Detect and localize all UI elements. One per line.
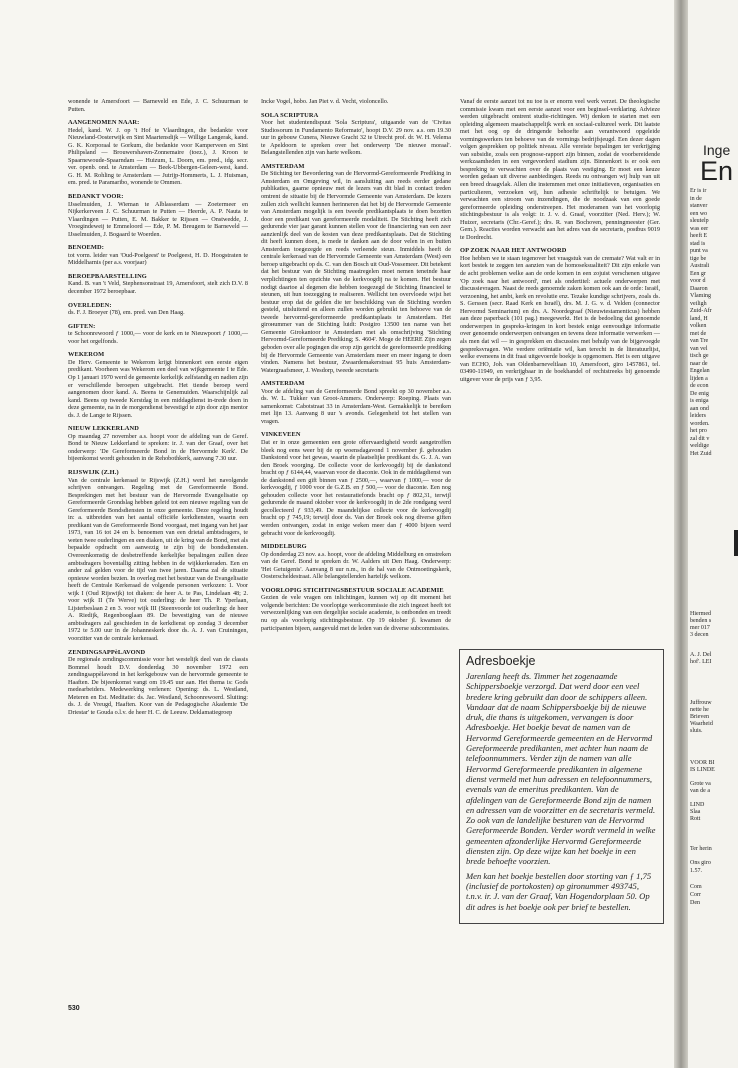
- next-page-line: van Tre: [690, 338, 709, 344]
- section-body: Op donderdag 23 nov. a.s. hoopt, voor de afdeling Middelburg en omstreken van de Geref. Bond te spreken dr. W. Aalders uit Den Haag. Onderwerp: 'Het Getuigenis'. Aanvang 8 uur n.m., in de hal van de Ontmoetingskerk, Oosterscheldestraat. Alle belangstellenden hartelijk welkom.: [261, 550, 451, 581]
- next-page-line: A. J. Del: [690, 652, 712, 658]
- section-body: IJsselmuiden, J. Wieman te Alblasserdam — Zoetermeer en Nijkerkerveen J. C. Schuurman te Putten — Heerde, A. P. Nauta te Vlaardingen — Putten, E. M. Bakker te Rijssen — Onstwedde, J. Vroegindeweij te Emmeloord — Ede, P. M. Breugem te Barneveld — IJsselmuiden, J. Bogaard te Woerden.: [68, 200, 248, 238]
- next-page-line: IS LINDE: [690, 767, 715, 773]
- next-page-line: tisch ge: [690, 353, 709, 359]
- next-page-line: Ons giro: [690, 860, 711, 866]
- section-heading: RIJSWIJK (Z.H.): [68, 468, 119, 476]
- next-page-line: zal dit v: [690, 435, 710, 442]
- section-body: Gezien de vele vragen om inlichtingen, kunnen wij op dit moment het volgende berichten: De voorlopige werkcommissie die zich ingezet heeft tot verwezenlijking van een dergelijke sociale academie, is ontbonden en treedt nu op als voorlopig stichtingsbestuur. Op 19 oktober jl. kwamen de participanten bijeen, aangevuld met de leden van de diverse subcommissies.: [261, 594, 451, 632]
- next-page-line: Rott: [690, 816, 701, 822]
- section-heading: BEROEPBAARSTELLING: [68, 272, 147, 280]
- next-page-line: Vlaming: [690, 293, 711, 299]
- next-page-line: met de: [690, 330, 707, 337]
- section-heading: OVERLEDEN:: [68, 301, 112, 309]
- next-page-line: Com: [690, 884, 702, 890]
- next-page-line: tige be: [690, 255, 707, 262]
- section-body: ds. F. J. Broeyer (78), em. pred. van Den Haag.: [68, 309, 185, 317]
- column-middle: [261, 98, 451, 1028]
- column-left: [68, 98, 248, 1018]
- next-page-line: Engelan: [690, 368, 710, 374]
- next-page-line: voor d: [690, 278, 706, 284]
- col1-intro: wonende te Amersfoort — Barneveld en Ede, J. C. Schuurman te Putten.: [68, 98, 248, 113]
- next-page-line: Brieven: [690, 714, 709, 720]
- next-page-line: aan ond: [690, 405, 709, 412]
- next-page-line: Den: [690, 900, 700, 906]
- next-page-line: veiligh: [690, 300, 707, 307]
- col3-intro: Vanaf de eerste aanzet tot nu toe is er enorm veel werk verzet. De theologische commissie kwam met een eerste aanzet voor een beginsel-verklaring. Advieze werden uitgebracht omtrent studie-richtingen. Wij denken te starten met een opleiding algemeen maatschappelijk werk en sociaal-cultureel werk. Dit laatste met het oog op de dringende behoefte aan verantwoord opgeleide vormingswerkers ten behoeve van de vormings bedrijfsjeugd. Een dezer dagen volgen gesprekken op politiek niveau. Alle vereiste bepalingen ter verkrijging van subsidie, zoals een prognose-rapport zijn binnen, zodat de voorbereidende werkzaamheden in een vergevorderd stadium zijn. Binnenkort is er ook een bespreking te verwachten over de plaats van vestiging. Er moet een keuze worden gedaan uit diverse aanbiedingen. Reeds nu ontvangen wij hulp van uit een breed draagvlak. Allen die instemmen met onze initiatieven, organisaties en particulieren, verzoeken wij, hun adhesie schriftelijk te betuigen. We verwachten een stroom van inzendingen, die de noodzaak van een goede gereformeerde opleiding onderstreepen. Het moderamen van het voorlopig stichtingsbestuur is als volgt: ir. J. v. d. Graaf, voorzitter (Ned. Herv.); W. Huizer, secretaris (Chr.-Geref.); drs. R. van Bochoven, penningmeester (Ger. Gem.). Reacties worden verwacht aan het adres van de secretaris, postbus 9019 te Dordrecht.: [460, 98, 660, 241]
- next-page-line: Slaa: [690, 809, 701, 815]
- section-heading: AANGENOMEN NAAR:: [68, 119, 140, 127]
- next-page-bar: [734, 530, 738, 556]
- next-page-line: nette he: [690, 707, 709, 713]
- section-body: Hoe hebben we te staan tegenover het vraagstuk van de cremate? Wat valt er in kort bestek te zeggen ten aanzien van de homoseksualiteit? Dit zijn enkele van de acht problemen welke aan de orde komen in een zojuist verschenen uitgave 'Op zoek naar het antwoord', met als ondertitel: actuele onderwerpen met discussievragen. Naast de reeds genoemde zaken komen ook aan de orde: Israël, verzoening, het ambt, kerk en revolutie enz. Tezake kundige schrijvers, zoals ds. S. Gerssen (secr. Raad Kerk en Israël), drs. M. J. G. v. d. Velden (connector Hervormd Seminarium) en drs. A. Noordegraaf (Nieuwtestamenticus) hebben aan deze paperback (101 pag.) meegewerkt. Het is de bedoeling dat genoemde onderwerpen in gespreks-kringen in kort bestek enige eenvoudige informatie over genoemde onderwerpen ontvangen en tevens deze informatie verwerken — als men dat wil — in gesprekken en discussies met behulp van de bijgevoegde gespreksvragen. Wie verdere oriëntatie wil, kan terecht in de literatuurlijst, welke eveneens in dit fraai uitgevoerde boekje is opgenomen. Het is een uitgave van ECHO, Joh. van Oldenbarneveltlaan 10, Amersfoort, giro 1457861, tel. 03490-11949, en verkrijgbaar in de boekhandel of rechtstreeks bij genoemde uitgever voor de prijs van ƒ 3,95.: [460, 254, 660, 383]
- next-page-line: Corr: [690, 892, 701, 898]
- next-page-heading-large: En: [700, 156, 734, 186]
- section-heading: WEKEROM: [68, 351, 105, 359]
- section-body: Hedel, kand. W. J. op 't Hof te Vlaardingen, die bedankte voor Nieuwland-Oosterwijk en Sint Maartensdijk — Willige Langerak, kand. G. K. Korporaal te Gorkum, die bedankte voor Kamperveen en Sint Philipsland — Brouwershaven-Zonnemaire (toez.), J. Kroon te Spaarnewoude-Spaarndam — Huizum, L. Doorn, em. pred., idg. secr. ver. openb. ond. te Amsterdam — Beek-Ubbergen-Geleen-west, kand. G. H. M. Rohling te Amsterdam — Jutrijp-Hommerts, L. J. Huisman, em. pred. te Paramaribo, wonende te Ommen.: [68, 126, 248, 187]
- col2-sections: [261, 112, 451, 633]
- section-body: Voor de afdeling van de Gereformeerde Bond spreekt op 30 november a.s. ds. W. L. Tukker van Groot-Ammers. Onderwerp: Roeping. Plaats van samenkomst: Cabotstraat 33 in Amsterdam-West. Gemakkelijk te bereiken met lijn 13. Aanvang 8 uur 's avonds. Gelegenheid tot het stellen van vragen.: [261, 387, 451, 425]
- section-body: Op maandag 27 november a.s. hoopt voor de afdeling van de Geref. Bond te Nieuw Lekkerland te spreken: ir. J. van der Graaf, over het onderwerp: 'De Gereformeerde Bond in de Hervormde Kerk'. De bijeenkomst wordt gehouden in de Rehobothkerk, aanvang 7.30 uur.: [68, 432, 248, 463]
- box-paragraph: Men kan het boekje bestellen door storting van ƒ 1,75 (inclusief de portokosten) op gironummer 493745, t.n.v. ir. J. van der Graaf, Van Hogendorplaan 50. Op dit adres is het boekje ook per brief te bestellen.: [466, 870, 652, 912]
- next-page-line: Er is ir: [690, 188, 707, 194]
- next-page-line: was eer: [690, 225, 709, 232]
- next-page-heading: Inge: [703, 142, 731, 158]
- next-page-line: in de: [690, 195, 702, 202]
- section-heading: AMSTERDAM: [261, 380, 305, 388]
- next-page-line: is eniga: [690, 398, 709, 404]
- next-page-line: stanver: [690, 203, 708, 209]
- section-body: De Herv. Gemeente te Wekerom krijgt binnenkort een eerste eigen predikant. Voorheen was Wekerom een deel van wijkgemeente I te Ede. Op 1 januari 1970 werd de gemeente kerkelijk zelfstandig en nadien zijn er verschillende beroepen uitgebracht. Het tiende beroep werd aangenomen door kand. A. Beens te Genemuiden. Waarschijnlijk zal kand. Beens op tweede Kerstdag in een middagdienst in-trede doen in deze gemeente, na in de morgendienst bevestigd te zijn door zijn mentor ds. J. de Lange te Rijssen.: [68, 358, 248, 419]
- next-page-line: Hiermed: [690, 611, 711, 617]
- next-page-line: Zuid-Afr: [690, 308, 712, 314]
- section-heading: AMSTERDAM: [261, 162, 305, 170]
- next-page-line: Australi: [690, 263, 710, 269]
- section-heading: SOLA SCRIPTURA: [261, 111, 319, 119]
- adresboekje-box: [459, 649, 664, 924]
- page-number: 530: [68, 1005, 80, 1012]
- next-page-line: sleutelp: [690, 218, 709, 224]
- next-page-line: van de a: [690, 788, 710, 794]
- next-page-line: Ter herin: [690, 846, 712, 852]
- next-page-line: weldige: [690, 443, 709, 449]
- box-body: [466, 671, 657, 912]
- section-body: De Stichting ter Bevordering van de Hervormd-Gereformeerde Prediking in Amsterdam en Omgeving wil, in aansluiting aan reeds eerder gedane publikaties, gaarne opnieuw met de lezers van dit blad in contact treden omtrent de situatie bij de Hervormde Gemeente van Amsterdam. De lezers zullen zich wellicht kunnen herinneren dat het bij de Hervormde Gemeente van Amsterdam mogelijk is een tweede predikantsplaats te doen bezetten door een predikant van gereformeerde modaliteit. De Stichting heeft zich gedurende vier jaar garant kunnen stellen voor de financiering van een zeer aanzienlijk deel van de kosten van deze predikantsplaats. Dat de Stichting dit heeft kunnen doen, is mede te danken aan de door velen in en buiten Amsterdam toegezegde en reeds verleende steun. Inmiddels heeft de centrale kerkeraad van de Hervormde Gemeente van Amsterdam (West) een beroep uitgebracht op ds. C. van den Bosch uit Oud-Vossemeer. Dit betekent dat het bestuur van de Stichting maatregelen moet nemen teneinde haar verplichtingen ten opzichte van de kerkvoogdij na te komen. Het bestuur nodigt daartoe al degenen die hebben toegezegd de Stichting financieel te steunen, uit hun toezegging te realiseren. Wellicht ten overvloede wijst het bestuur erop dat de gelden die ter beschikking van de Stichting worden gesteld, uitsluitend en alleen zullen worden gebruikt ten behoeve van de tweede hervormd-gereformeerde predikantsplaats te Amsterdam. Het girонummer van de Stichting luidt: Postgiro 13500 ten name van het Gemeente Girokantoor te Amsterdam met als omschrijving 'Stichting Hervormd-Gereformeerde Prediking; S. 4604'. Moge de HEERE Zijn zegen geboden over alle pogingen die erop zijn gericht de gereformeerde prediking bij de Hervormde Gemeente van Amsterdam meer en meer ingang te doen vinden. Namens het bestuur, Zwaardemakerstraat 95 huis Amsterdam-Watergraafsmeer, J. Wesdorp, tweede secretaris: [261, 170, 451, 374]
- next-page-line: Het Zuid: [690, 450, 712, 457]
- section-body: te Schoonrewoord ƒ 1000,— voor de kerk en te Nieuwpoort ƒ 1000,— voor het orgelfonds.: [68, 330, 248, 345]
- next-page-line: 3 decen: [690, 632, 709, 638]
- next-page-line: volken: [690, 323, 707, 329]
- next-page-line: leiders: [690, 413, 706, 419]
- section-heading: MIDDELBURG: [261, 543, 307, 551]
- next-page-line: LIND: [690, 802, 705, 808]
- section-heading: BEDANKT VOOR:: [68, 193, 124, 201]
- next-page-line: Een gr: [690, 270, 706, 277]
- section-body: Dat er in onze gemeenten een grote offervaardigheid wordt aangetroffen bleek nog eens weer bij de op woensdagavond 1 november jl. gehouden Dankstond voor het gewas, waarin de plaatselijke predikant ds. G. J. A. van den Broek voorging. De collecte voor de kerkvoogdij bij de dankstond bracht op ƒ 6144,44, waarvan voor de diaconie. Ook in de middagdienst van de dankstond een gift binnen van ƒ 2500,—, waarvan ƒ 1000,— voor de kerkvoogdij, ƒ 1000 voor de G.Z.B. en ƒ 500,— voor de diaconie. Een nog gehouden collecte voor het restauratiefonds bracht op ƒ 802,31, terwijl gedurende de maand oktober voor de kerkvoogdij in de 2de rondgang werd gecollecteerd ƒ 933,49. De maandelijkse collecte voor de kerkvoogdij bracht op ƒ 745,19; terwijl door ds. Van der Broek ook nog diverse giften werden ontvangen, zodat in enige weken meer dan ƒ 4000 bijeen werd gebracht voor de kerkvoogdij.: [261, 438, 451, 537]
- next-page-line: VOOR BI: [690, 760, 715, 766]
- section-heading: VOORLOPIG STICHTINGSBESTUUR SOCIALE ACADEMIE: [261, 586, 444, 594]
- next-page-line: benden s: [690, 618, 712, 624]
- next-page-line: Grote va: [690, 781, 711, 787]
- next-page-line: land, H: [690, 315, 708, 322]
- next-page-line: heeft E: [690, 233, 708, 239]
- next-page-line: De enig: [690, 390, 709, 397]
- section-heading: GIFTEN:: [68, 322, 96, 330]
- next-page-line: mer 017: [690, 625, 710, 631]
- section-heading: VINKEVEEN: [261, 431, 301, 439]
- next-page-line: Juffrouw: [690, 700, 712, 706]
- next-page-line: van vel: [690, 345, 708, 352]
- section-heading: BENOEMD:: [68, 244, 104, 252]
- section-body: De regionale zendingscommissie voor het westelijk deel van de classis Bommel houdt D.V. donderdag 30 november 1972 een zendingsappèlavond in het kerkgebouw van de hervormde gemeente te Haaften. De bijeenkomst vangt om 19.45 uur aan. Het thema is: Gods medearbeiders. Medewerking verlenen: Opening: ds. L. Westland, Meteren en Est. Meditatie: ds. Jac. Westland, Schoonrewoerd. Sluiting: ds. J. de Vreugd, Haaften. Koor van de Pedagogische Akademie 'De Driestar' te Gouda o.l.v. de heer H. C. de Leeuw. Deklamatiegroep: [68, 656, 248, 716]
- section-body: Kand. B. van 't Veld, Stephensonstraat 19, Amersfoort, stelt zich D.V. 8 december 1972 beroepbaar.: [68, 280, 248, 296]
- col2-intro: Incke Vogel, hobo. Jan Piet v. d. Vecht, violoncello.: [261, 98, 389, 105]
- section-heading: NIEUW LEKKERLAND: [68, 425, 139, 433]
- next-page-line: hof'. LEI: [690, 659, 712, 665]
- next-page-line: lijden a: [690, 375, 708, 382]
- next-page-line: naar de: [690, 360, 708, 367]
- next-page-line: sluis.: [690, 728, 703, 734]
- section-heading: OP ZOEK NAAR HET ANTWOORD: [460, 247, 567, 255]
- book-spine: [674, 0, 688, 1068]
- next-page-line: een wo: [690, 210, 708, 217]
- next-page-line: stad is: [690, 240, 706, 247]
- next-page-line: worden.: [690, 420, 710, 427]
- column-right: [460, 98, 660, 638]
- section-heading: ZENDINGSAPPèLAVOND: [68, 648, 146, 656]
- col1-sections: [68, 119, 248, 716]
- next-page-line: 1.57.: [690, 868, 702, 874]
- section-body: Van de centrale kerkeraad te Rijswijk (Z.H.) werd het navolgende schrijven ontvangen. Regeling met de Gereformeerde Bond. Besprekingen met het bestuur van de Hervormde Evangelisatie op Gereformeerde Grondslag hebben geleid tot een nieuwe regeling van de Gereformeerde Bondsdiensten in onze gemeente. Deze regeling houdt in: a. uitbreiden van het aantal officiële kerkdiensten, waarin een predikant van de Gereformeerde Bond voorgaat, met ingang van het jaar 1973, van 16 tot 24 en b. benoemen van een drietal ambtsdragers, te weten twee ouderlingen en een diaken, uit de kring van de Bond, met als bepaalde opdracht om aanwezig te zijn bij de bondsdiensten. Overeenkomstig de desbetreffende kerkelijke bepalingen zullen deze ambtsdragers boventallig zitting hebben in de wijkkerkeraden. Een en ander zal gelden voor de tijd van twee jaren. Daarna zal de situatie opnieuw worden bezien. In overleg met het bestuur van de Evangelisatie heeft de Centrale Kerkeraad de volgende personen verkozen: 1. Voor wijk I (Oud Rijswijk) tot diaken: de heer A. te Pas, Lindelaan 48; 2. voor wijk II (Te Werve) tot ouderling: de heer Th. P. Yperlaan, Lijsterbeslaan 2 en 3. voor wijk III (Steenvoorde tot ouderling: de heer A. Riedijk, Regenbooglaan 89. De bevestiging van de nieuwe ambtsdragers zal geschieden in de kerkdienst op zondag 3 december 1972 te 5.00 uur in de Johanneskerk door ds. A. J. van Cruiningen, voorzitter van de centrale kerkeraad.: [68, 476, 248, 642]
- section-body: tot vorm. leider van 'Oud-Poelgeest' te Poelgeest, H. D. Hoogstraten te Middelharnis (per a.s. voorjaar): [68, 251, 248, 267]
- next-page-line: de econ: [690, 383, 709, 389]
- next-page-line: Waarheid: [690, 721, 713, 727]
- section-body: Voor het studentendispuut 'Sola Scriptura', uitgaande van de 'Civitas Studiosorum in Fundamento Reformato', hoopt D.V. 29 nov. a.s. om 19.30 uur in gebouw Cunera, Nieuwe Gracht 32 te Utrecht prof. dr. W. H. Velema te Apeldoorn te spreken over het onderwerp 'De nieuwe moraal'. Belangstellenden zijn van harte welkom.: [261, 119, 451, 157]
- next-page-line: het pro: [690, 428, 707, 434]
- next-page-line: Daaron: [690, 285, 708, 292]
- next-page-line: punt va: [690, 248, 708, 254]
- box-paragraph: Jarenlang heeft ds. Timmer het zogenaamde Schippersboekje verzorgd. Dat werd door een veel bredere kring gebruikt dan door de schippers alleen. Vandaar dat de naam Schippersboekje bij de nieuwe druk, die thans is uitgekomen, vervangen is door Adresboekje. Het boekje bevat de namen van de Hervormd Gereformeerde gemeenten en de Hervormd Gereformeerde predikanten, met achter hun naam de telefoonnummers. Verder zijn de namen van alle Hervormd Gereformeerde predikanten in algemene dienst vermeld met hun adressen en telefoonnummers, evenals van de emeritus predikanten. Van de afdelingen van de Gereformeerde Bond zijn de namen en adressen van de voorzitter en de secretaris vermeld. Zo ook van de landelijke besturen van de Hervormd Gereformeerde Bonden. Verder wordt vermeld in welke gemeenten afzonderlijke Hervormd Gereformeerde diensten zijn. Op deze wijze kan het boekje in een brede behoefte voorzien.: [466, 671, 656, 867]
- box-title: Adresboekje: [466, 654, 536, 668]
